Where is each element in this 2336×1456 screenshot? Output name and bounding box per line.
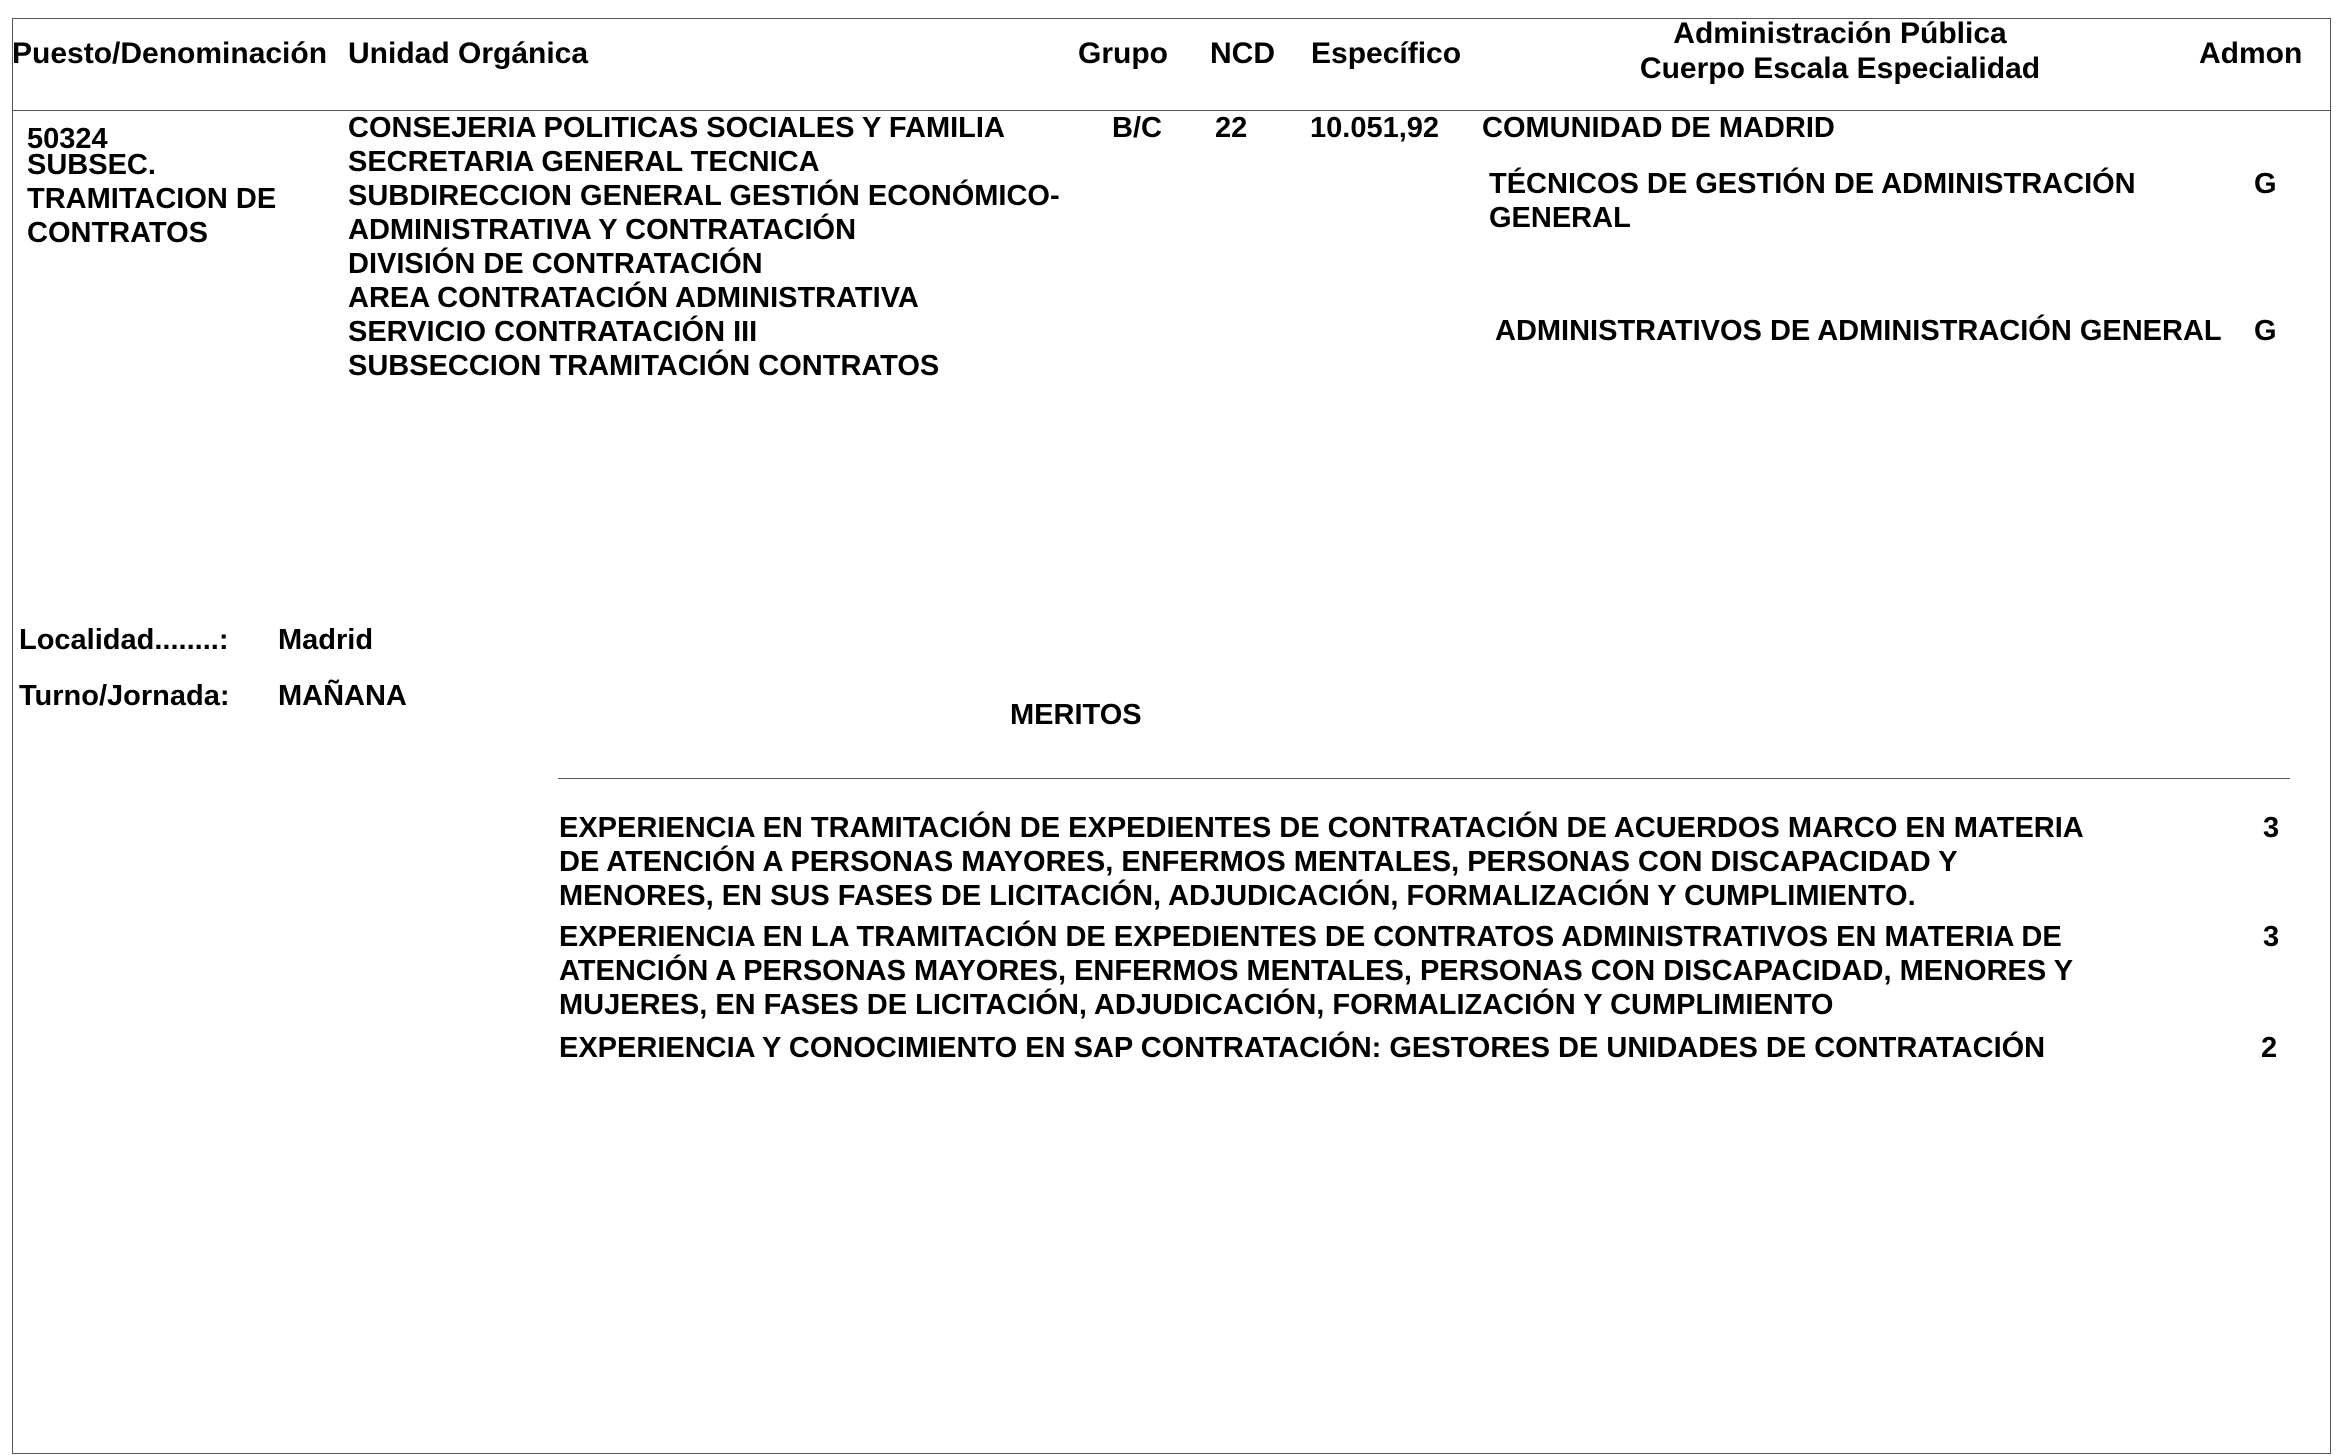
meritos-title: MERITOS bbox=[1010, 699, 1142, 731]
merito-line: MENORES, EN SUS FASES DE LICITACIÓN, ADJUDICACIÓN, FORMALIZACIÓN Y CUMPLIMIENTO. bbox=[559, 880, 1916, 912]
meritos-divider bbox=[558, 778, 2290, 779]
especifico-value: 10.051,92 bbox=[1310, 112, 1440, 144]
merito-line: ATENCIÓN A PERSONAS MAYORES, ENFERMOS MENTALES, PERSONAS CON DISCAPACIDAD, MENORES Y bbox=[559, 955, 2074, 987]
merito-1 bbox=[559, 811, 2084, 913]
ncd-value: 22 bbox=[1215, 112, 1248, 144]
cuerpo-1-admon: G bbox=[2254, 168, 2277, 200]
cuerpo-2 bbox=[1495, 314, 2222, 348]
cuerpo-2-admon: G bbox=[2254, 315, 2277, 347]
header-cuerpo-escala: Cuerpo Escala Especialidad bbox=[1639, 52, 2041, 85]
merito-line: EXPERIENCIA EN TRAMITACIÓN DE EXPEDIENTES DE CONTRATACIÓN DE ACUERDOS MARCO EN MATERIA bbox=[559, 812, 2084, 844]
administracion-value: COMUNIDAD DE MADRID bbox=[1482, 112, 1835, 144]
header-especifico: Específico bbox=[1311, 37, 1462, 70]
grupo-value: B/C bbox=[1112, 112, 1162, 144]
header-puesto: Puesto/Denominación bbox=[12, 37, 328, 70]
puesto-denominacion bbox=[27, 148, 276, 250]
cuerpo-line: ADMINISTRATIVOS DE ADMINISTRACIÓN GENERAL bbox=[1495, 315, 2222, 347]
header-admon: Admon bbox=[2199, 37, 2303, 70]
cuerpo-line: GENERAL bbox=[1489, 202, 1631, 234]
localidad-label: Localidad........: bbox=[19, 624, 229, 656]
merito-3-points: 2 bbox=[2261, 1032, 2278, 1064]
unidad-line: SUBSECCION TRAMITACIÓN CONTRATOS bbox=[348, 350, 940, 382]
merito-2-points: 3 bbox=[2263, 921, 2280, 953]
turno-value: MAÑANA bbox=[278, 680, 407, 712]
denominacion-line: SUBSEC. bbox=[27, 149, 156, 181]
denominacion-line: TRAMITACION DE bbox=[27, 183, 277, 215]
cuerpo-1 bbox=[1489, 167, 2136, 235]
merito-line: DE ATENCIÓN A PERSONAS MAYORES, ENFERMOS MENTALES, PERSONAS CON DISCAPACIDAD Y bbox=[559, 846, 1958, 878]
unidad-line: ADMINISTRATIVA Y CONTRATACIÓN bbox=[348, 214, 857, 246]
denominacion-line: CONTRATOS bbox=[27, 217, 208, 249]
unidad-line: CONSEJERIA POLITICAS SOCIALES Y FAMILIA bbox=[348, 112, 1005, 144]
merito-line: EXPERIENCIA EN LA TRAMITACIÓN DE EXPEDIENTES DE CONTRATOS ADMINISTRATIVOS EN MATERIA DE bbox=[559, 921, 2062, 953]
unidad-line: SERVICIO CONTRATACIÓN III bbox=[348, 316, 758, 348]
unidad-line: SUBDIRECCION GENERAL GESTIÓN ECONÓMICO- bbox=[348, 180, 1060, 212]
merito-line: EXPERIENCIA Y CONOCIMIENTO EN SAP CONTRATACIÓN: GESTORES DE UNIDADES DE CONTRATACIÓN bbox=[559, 1032, 2046, 1064]
unidad-organica bbox=[348, 111, 1060, 383]
header-administracion-publica: Administración Pública bbox=[1673, 17, 2007, 50]
unidad-line: DIVISIÓN DE CONTRATACIÓN bbox=[348, 248, 763, 280]
unidad-line: SECRETARIA GENERAL TECNICA bbox=[348, 146, 820, 178]
header-grupo: Grupo bbox=[1078, 37, 1168, 70]
turno-label: Turno/Jornada: bbox=[19, 680, 230, 712]
merito-2 bbox=[559, 920, 2073, 1022]
puesto-codigo: 50324 bbox=[27, 123, 108, 155]
merito-3 bbox=[559, 1031, 2045, 1065]
localidad-value: Madrid bbox=[278, 624, 374, 656]
cuerpo-line: TÉCNICOS DE GESTIÓN DE ADMINISTRACIÓN bbox=[1489, 168, 2136, 200]
merito-line: MUJERES, EN FASES DE LICITACIÓN, ADJUDICACIÓN, FORMALIZACIÓN Y CUMPLIMIENTO bbox=[559, 989, 1834, 1021]
header-ncd: NCD bbox=[1210, 37, 1275, 70]
header-unidad: Unidad Orgánica bbox=[348, 37, 589, 70]
merito-1-points: 3 bbox=[2263, 812, 2280, 844]
unidad-line: AREA CONTRATACIÓN ADMINISTRATIVA bbox=[348, 282, 919, 314]
